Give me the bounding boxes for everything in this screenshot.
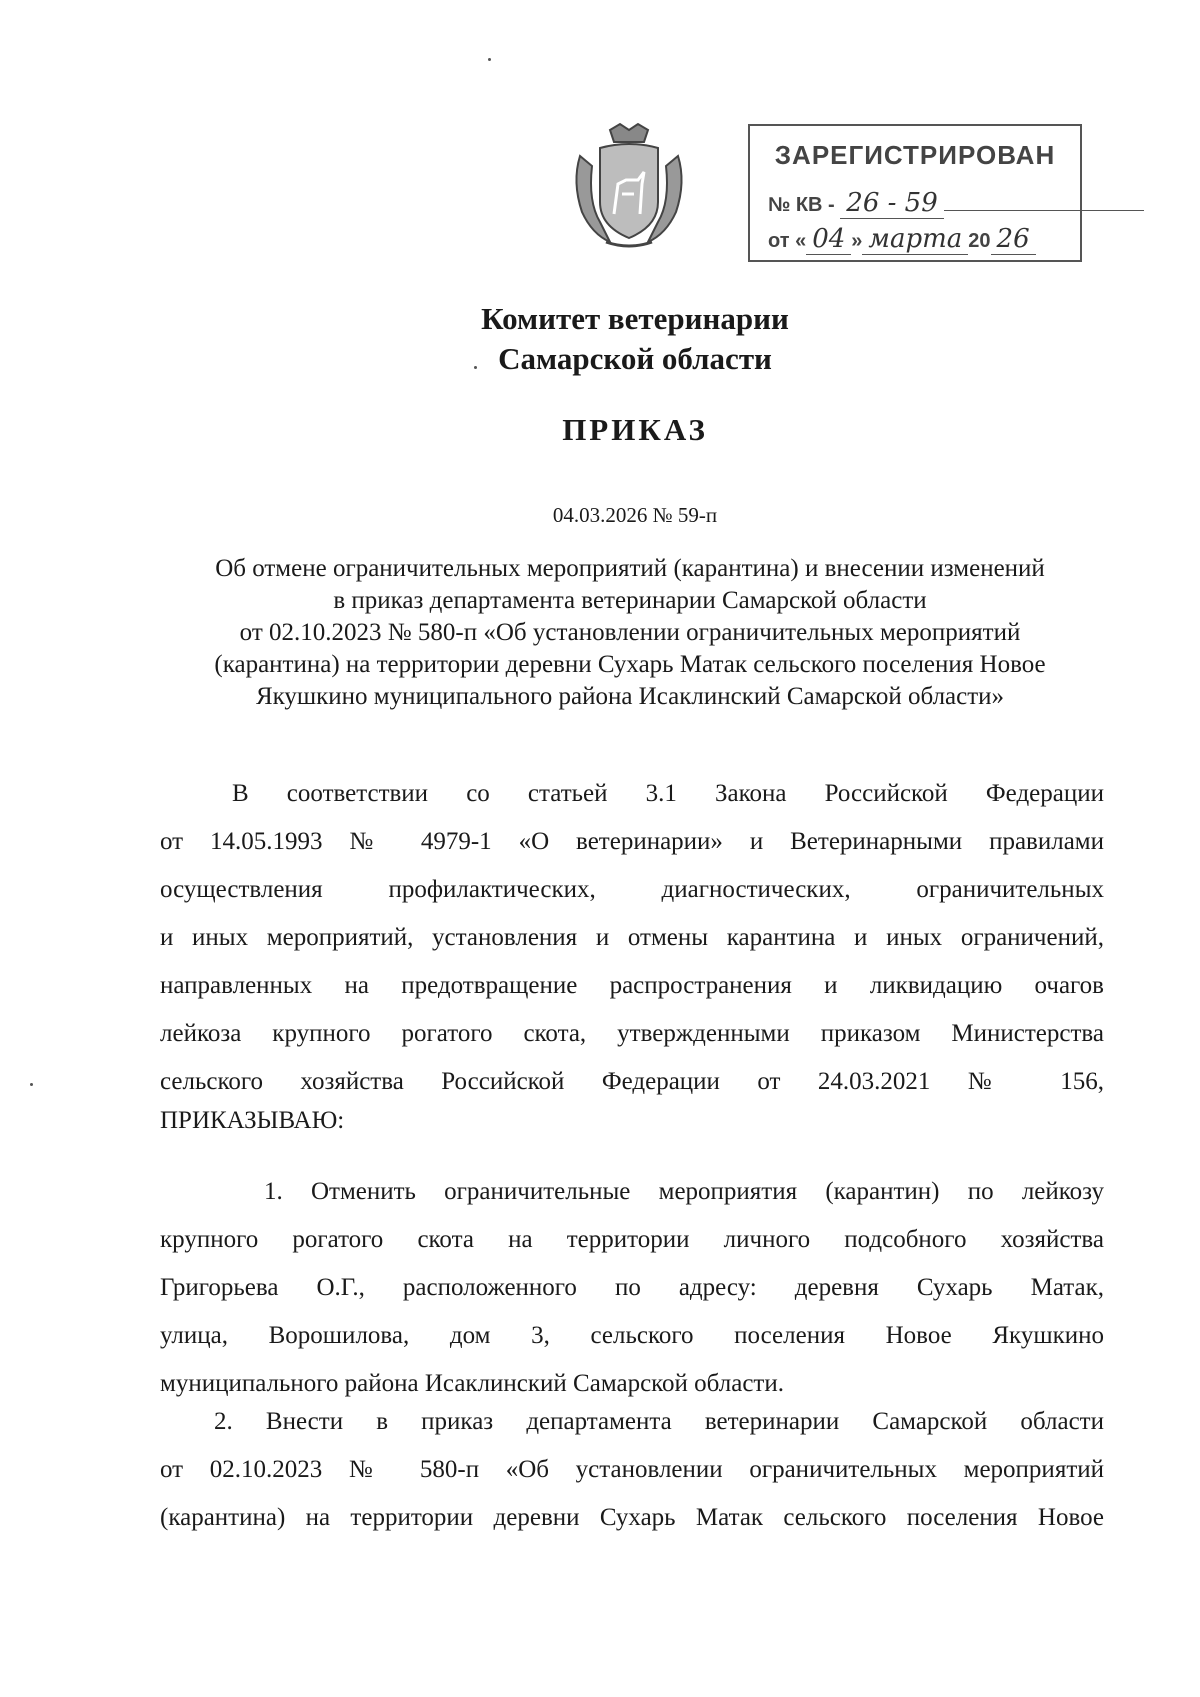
text-line: ПРИКАЗЫВАЮ: [160,1107,345,1134]
text-line: лейкоза крупного рогатого скота, утвержденными приказом Министерства [160,1020,1104,1047]
stamp-number-line [768,188,1144,218]
subject-line: Об отмене ограничительных мероприятий (карантина) и внесении изменений [215,555,1045,582]
order-item-2 [160,1398,1104,1542]
text-line: и иных мероприятий, установления и отмены карантина и иных ограничений, [160,924,1104,951]
organization-name-line2: Самарской области [498,341,772,376]
stamp-title: ЗАРЕГИСТРИРОВАН [774,140,1056,170]
scan-speck [488,58,491,61]
stamp-date-mid: » [851,230,863,252]
stamp-number-prefix: № КВ - [768,194,835,216]
stamp-date-year-prefix: 20 [968,230,991,252]
stamp-date-day: 04 [806,224,851,255]
stamp-date-month: марта [862,224,968,255]
scan-speck [30,1083,33,1086]
text-line: направленных на предотвращение распространения и ликвидацию очагов [160,972,1104,999]
order-item-1 [160,1168,1104,1408]
stamp-date-year: 26 [991,224,1036,255]
order-subject [150,553,1110,713]
subject-line: в приказ департамента ветеринарии Самарской области [333,587,927,614]
order-date-number: 04.03.2026 № 59-п [552,503,718,527]
coat-of-arms-emblem [570,122,688,250]
preamble-paragraph [160,770,1104,1146]
text-line: муниципального района Исаклинский Самарской области. [160,1370,784,1397]
subject-line: (карантина) на территории деревни Сухарь Матак сельского поселения Новое [214,651,1046,678]
document-type-title: ПРИКАЗ [562,412,708,447]
text-line: 1. Отменить ограничительные мероприятия (карантин) по лейкозу [264,1178,1104,1205]
text-line: крупного рогатого скота на территории личного подсобного хозяйства [160,1226,1104,1253]
text-line: от 02.10.2023 № 580-п «Об установлении ограничительных мероприятий [160,1456,1104,1483]
stamp-number-value: 26 - 59 [840,188,943,219]
scan-speck [474,366,477,369]
stamp-number-underline [944,210,1144,211]
text-line: Григорьева О.Г., расположенного по адресу: деревня Сухарь Матак, [160,1274,1104,1301]
text-line: сельского хозяйства Российской Федерации от 24.03.2021 № 156, [160,1068,1104,1095]
text-line: (карантина) на территории деревни Сухарь Матак сельского поселения Новое [160,1504,1104,1531]
stamp-date-prefix: от « [768,230,807,252]
text-line: от 14.05.1993 № 4979-1 «О ветеринарии» и Ветеринарными правилами [160,828,1104,855]
subject-line: Якушкино муниципального района Исаклинский Самарской области» [255,683,1005,710]
text-line: осуществления профилактических, диагностических, ограничительных [160,876,1104,903]
text-line: 2. Внести в приказ департамента ветеринарии Самарской области [214,1408,1104,1435]
stamp-date-line [768,224,1036,254]
registration-stamp [748,124,1082,262]
text-line: улица, Ворошилова, дом 3, сельского поселения Новое Якушкино [160,1322,1104,1349]
subject-line: от 02.10.2023 № 580-п «Об установлении ограничительных мероприятий [239,619,1021,646]
organization-name-line1: Комитет ветеринарии [481,301,789,336]
text-line: В соответствии со статьей 3.1 Закона Российской Федерации [232,780,1104,807]
